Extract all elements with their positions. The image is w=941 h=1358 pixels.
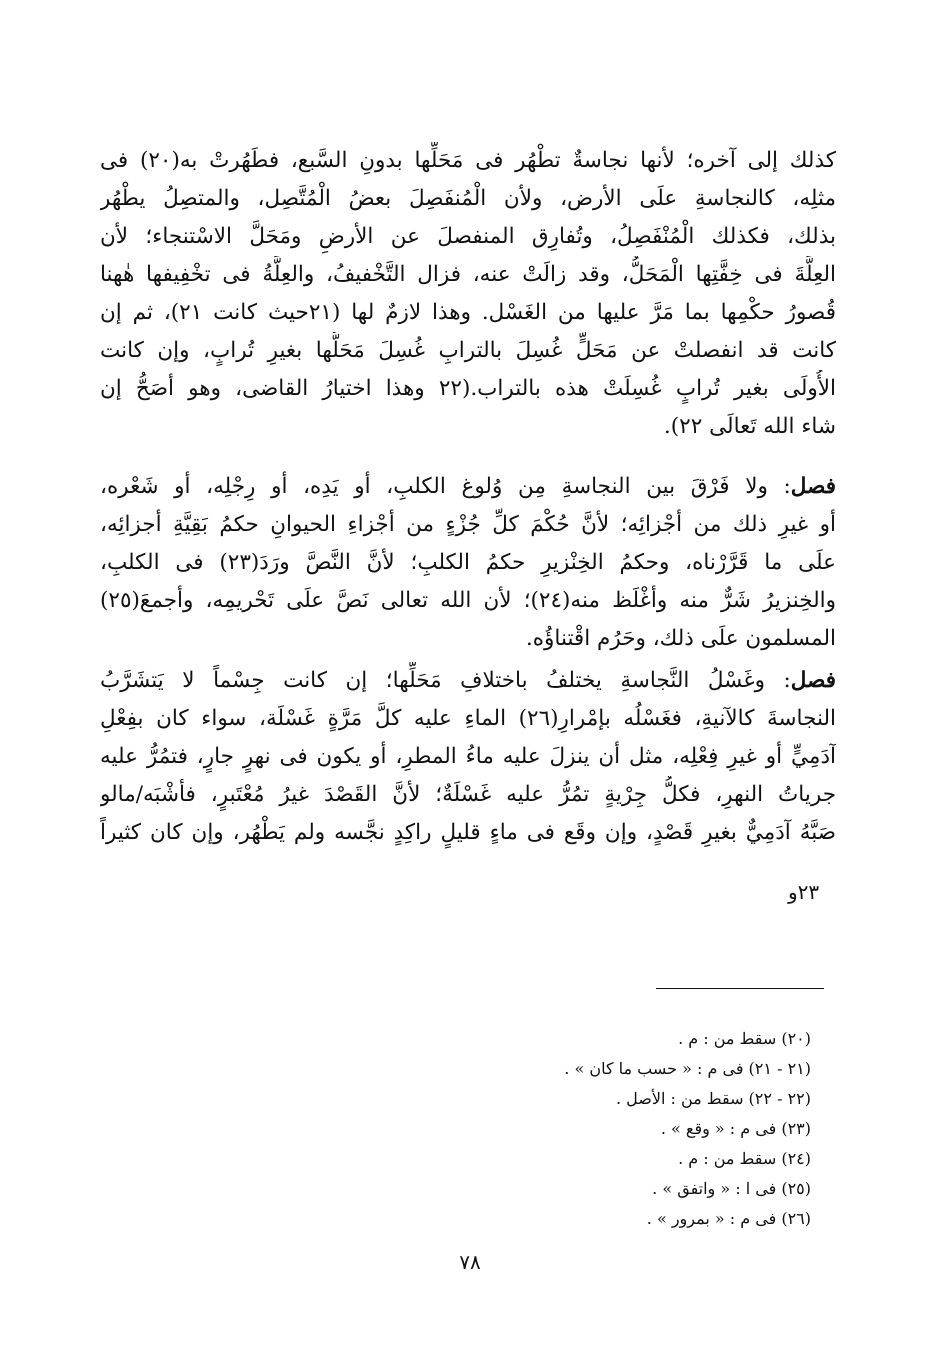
footnote-divider [656, 988, 824, 989]
footnote: (٢٠) سقط من : م . [678, 1029, 811, 1048]
footnote: (٢١ - ٢١) فى م : « حسب ما كان » . [564, 1059, 811, 1078]
text-line: المسلمون علَى ذلك، وحَرُم اقْتناؤُه. [525, 626, 836, 651]
footnote: (٢٢ - ٢٢) سقط من : الأصل . [615, 1089, 811, 1108]
text-line [100, 468, 836, 506]
text-line: مثلِه، كالنجاسةِ علَى الأرض، ولأن الْمُنفَصِلَ بعضُ الْمُتَّصِل، والمتصِلُ يطْهُر [100, 186, 836, 211]
paragraph-gap [100, 446, 836, 468]
footnote: (٢٦) فى م : « بمرور » . [646, 1209, 811, 1228]
footnote: (٢٥) فى ا : « واتفق » . [652, 1179, 811, 1198]
text-line: جرياتُ النهرِ، فكلُّ جِرْيةٍ تمُرُّ عليه غَسْلَةٌ؛ لأنَّ القَصْدَ غيرُ مُعْتَبرٍ، فأشْبَه/مالو [100, 782, 836, 807]
text-line: قُصورُ حكْمِها بما مَرَّ عليها من الغَسْل. وهذا لازمٌ لها (٢١حيث كانت ٢١)، ثم إن [100, 300, 836, 325]
text-line: النجاسةَ كالآنيةِ، فغَسْلُه بإمْرارِ(٢٦) الماءِ عليه كلَّ مَرَّةٍ غَسْلَة، سواء كان بفِعْلِ [100, 706, 836, 731]
text-line: كانت قد انفصلتْ عن مَحَلٍّ غُسِلَ بالترابِ غُسِلَ مَحَلُّها بغيرِ تُرابٍ، وإن كانت [100, 338, 836, 363]
text-line: أو غيرِ ذلك من أجْزائِه؛ لأنَّ حُكْمَ كلِّ جُزْءٍ من أجْزاءِ الحيوانِ حكمُ بَقِيَّةِ أجزائِه، [100, 512, 836, 537]
footnote: (٢٤) سقط من : م . [678, 1149, 811, 1168]
text-line: الأُولَى بغير تُرابٍ غُسِلَتْ هذه بالتراب.(٢٢ وهذا اختيارُ القاضى، وهو أصَحُّ إن [100, 376, 836, 401]
text-line: العِلَّةَ فى خِفَّتِها الْمَحَلُّ، وقد زالَتْ عنه، فزال التَّخْفيفُ، والعِلَّةُ فى تخْفِيفها هٰهنا [100, 262, 836, 287]
footnotes [564, 1024, 811, 1234]
page-number: ٧٨ [459, 1250, 481, 1274]
text-line: صَبَّهُ آدَمِيٌّ بغيرِ قَصْدٍ، وإن وقَع فى ماءٍ قليلٍ راكِدٍ نجَّسه ولم يَطْهُر، وإن كان كثيراً [100, 820, 836, 845]
section-heading: فصل [790, 668, 836, 693]
text-line: والخِنزيرُ شَرٌّ منه وأغْلَظ منه(٢٤)؛ لأن الله تعالى نَصَّ علَى تَحْريمِه، وأجمعَ(٢٥) [100, 588, 836, 613]
text-line: آدَمِيٍّ أو غيرِ فِعْلِه، مثل أن ينزلَ عليه ماءُ المطرِ، أو يكون فى نهرٍ جارٍ، فتمُرُّ عليه [100, 744, 836, 769]
margin-folio-note: ٢٣و [788, 880, 820, 904]
text-line: بذلك، فكذلك الْمُنْفَصِلُ، وتُفارِق المنفصلَ عن الأرضِ ومَحَلَّ الاسْتنجاء؛ لأن [100, 224, 836, 249]
text-line: علَى ما قَرَّرْناه، وحكمُ الخِنْزيرِ حكمُ الكلبِ؛ لأنَّ النَّصَّ ورَدَ(٢٣) فى الكلبِ، [100, 550, 836, 575]
section-text: : ولا فَرْقَ بين النجاسةِ مِن وُلوغ الكلبِ، أو يَدِه، أو رِجْلِه، أو شَعْره، [100, 474, 791, 499]
section-heading: فصل [790, 474, 836, 499]
main-text [100, 142, 836, 852]
footnote: (٢٣) فى م : « وقع » . [660, 1119, 811, 1138]
text-line: كذلك إلى آخره؛ لأنها نجاسةٌ تطْهُر فى مَحَلِّها بدونِ السَّبع، فطَهُرتْ به(٢٠) فى [100, 148, 836, 173]
text-line [100, 662, 836, 700]
text-line: شاء الله تَعالَى ٢٢). [663, 414, 836, 439]
section-text: : وغَسْلُ النَّجاسةِ يختلفُ باختلافِ مَحَلِّها؛ إن كانت جِسْماً لا يَتشَرَّبُ [100, 668, 791, 693]
